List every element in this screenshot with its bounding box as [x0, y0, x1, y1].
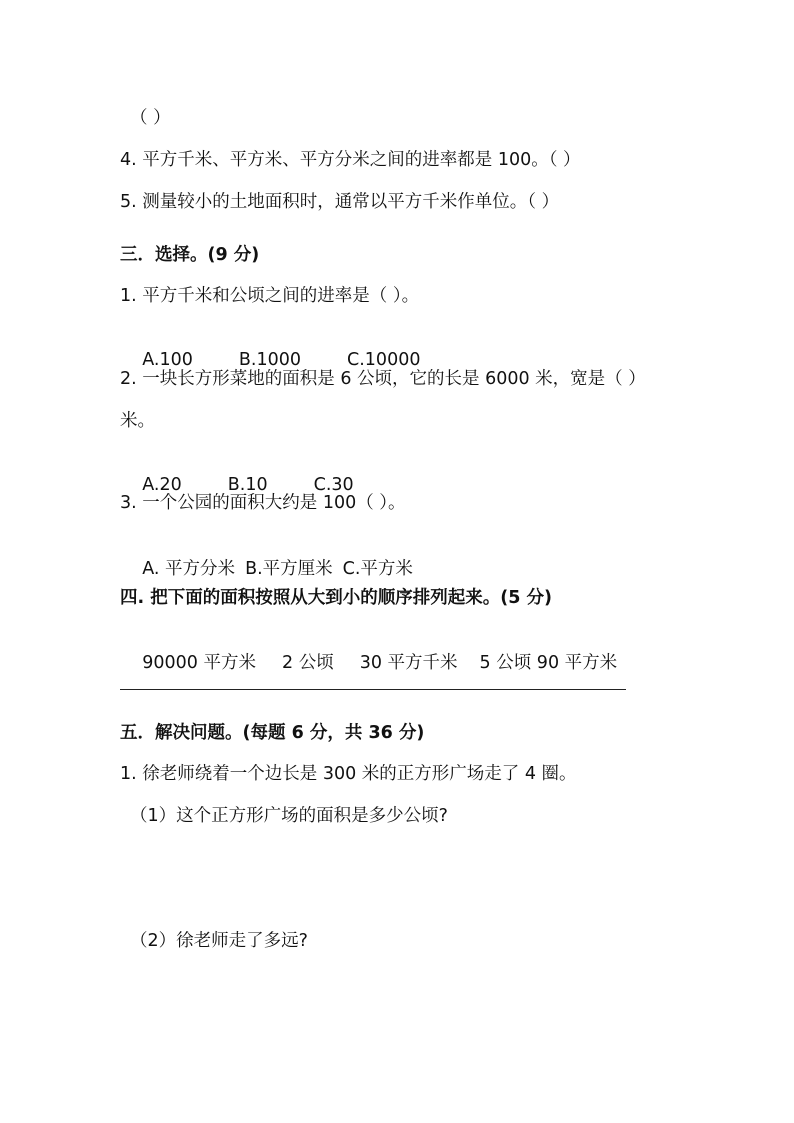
choice-q1-stem: 1. 平方千米和公顷之间的进率是（ ）。	[120, 286, 420, 306]
choice-q1-option-a: A.100	[142, 350, 193, 370]
judge-item-4: 4. 平方千米、平方米、平方分米之间的进率都是 100。（ ）	[120, 150, 581, 170]
area-item-4: 5 公顷 90 平方米	[479, 653, 618, 673]
choice-q2-option-b: B.10	[227, 475, 268, 495]
area-item-1: 90000 平方米	[142, 653, 256, 673]
choice-q3-option-a: A. 平方分米	[142, 559, 236, 579]
area-item-3: 30 平方千米	[359, 653, 458, 673]
choice-q1-option-c: C.10000	[347, 350, 421, 370]
continued-answer-blank: （ ）	[130, 108, 171, 128]
choice-q2-stem-cont: 米。	[120, 411, 155, 431]
choice-q1-option-b: B.1000	[238, 350, 302, 370]
choice-q3-option-b: B.平方厘米	[245, 559, 333, 579]
area-item-2: 2 公顷	[282, 653, 334, 673]
section-5-title: 五．解决问题。(每题 6 分，共 36 分)	[120, 723, 425, 743]
choice-q2-stem: 2. 一块长方形菜地的面积是 6 公顷，它的长是 6000 米，宽是（ ）	[120, 369, 646, 389]
problem-1-stem: 1. 徐老师绕着一个边长是 300 米的正方形广场走了 4 圈。	[120, 764, 577, 784]
choice-q3-option-c: C.平方米	[342, 559, 413, 579]
choice-q3-stem: 3. 一个公园的面积大约是 100（ ）。	[120, 493, 406, 513]
problem-1-sub-1: （1）这个正方形广场的面积是多少公顷?	[130, 806, 448, 826]
problem-1-sub-2: （2）徐老师走了多远?	[130, 931, 308, 951]
section-4-title: 四. 把下面的面积按照从大到小的顺序排列起来。(5 分)	[120, 588, 553, 608]
choice-q2-option-a: A.20	[142, 475, 182, 495]
choice-q2-option-c: C.30	[313, 475, 354, 495]
section-3-title: 三．选择。(9 分)	[120, 245, 260, 265]
answer-line	[120, 689, 626, 690]
judge-item-5: 5. 测量较小的土地面积时，通常以平方千米作单位。（ ）	[120, 192, 560, 212]
